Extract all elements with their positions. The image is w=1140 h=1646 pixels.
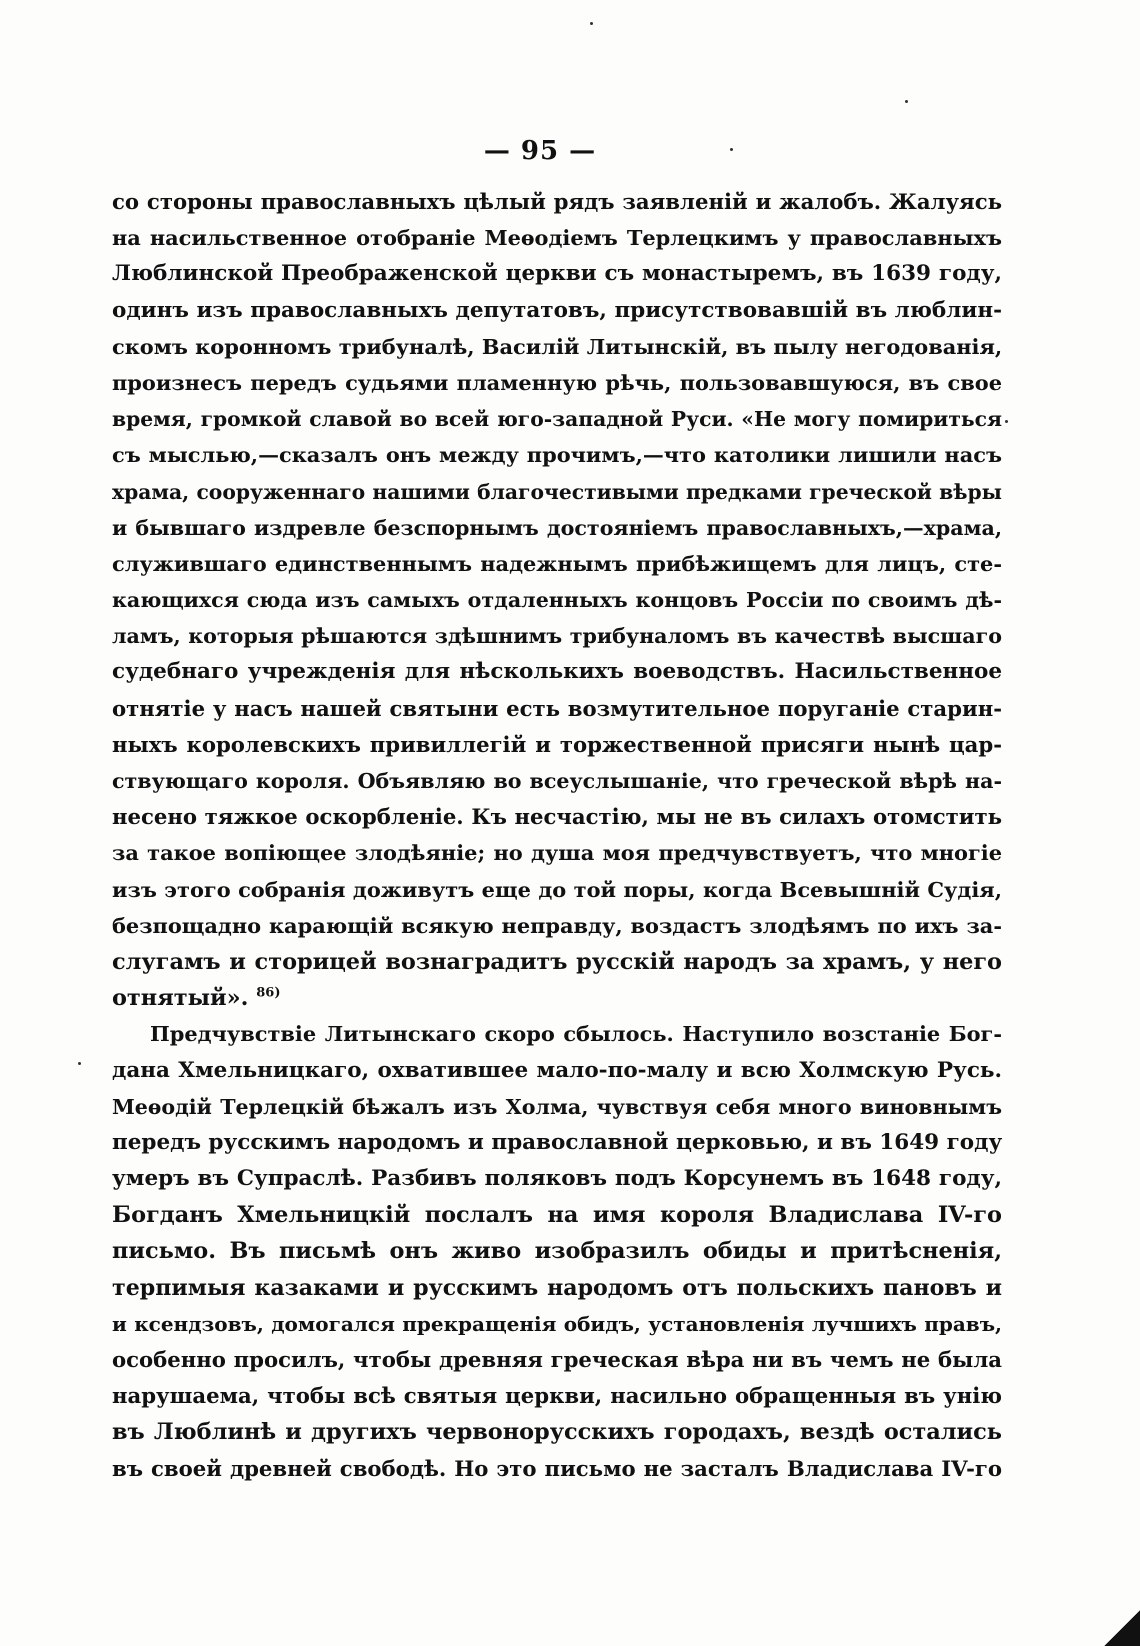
scan-speck bbox=[78, 1062, 81, 1065]
text-line: одинъ изъ православныхъ депутатовъ, присутствовавшій въ люблин- bbox=[112, 297, 1002, 323]
paragraph-1 bbox=[112, 184, 1002, 1016]
text-line: храма, сооруженнаго нашими благочестивыми предками греческой вѣры bbox=[112, 479, 1002, 504]
text-line: особенно просилъ, чтобы древняя греческая вѣра ни въ чемъ не была bbox=[112, 1347, 1002, 1372]
text-line: Меѳодій Терлецкій бѣжалъ изъ Холма, чувствуя себя много виновнымъ bbox=[112, 1094, 1002, 1119]
text-line: время, громкой славой во всей юго-западной Руси. «Не могу помириться bbox=[112, 407, 1002, 432]
closing-text: отнятый». bbox=[112, 985, 249, 1012]
scan-speck bbox=[905, 100, 908, 103]
text-line: судебнаго учрежденія для нѣсколькихъ воеводствъ. Насильственное bbox=[112, 659, 1002, 685]
text-line: Предчувствіе Литынскаго скоро сбылось. Наступило возстаніе Бог- bbox=[150, 1021, 1002, 1047]
text-line: и ксендзовъ, домогался прекращенія обидъ, установленія лучшихъ правъ, bbox=[112, 1311, 1002, 1336]
footnote-ref: 86) bbox=[256, 985, 281, 1001]
text-line: отнятіе у насъ нашей святыни есть возмутительное поруганіе старин- bbox=[112, 695, 1002, 721]
scan-speck bbox=[1005, 420, 1008, 423]
text-line: изъ этого собранія доживутъ еще до той поры, когда Всевышній Судія, bbox=[112, 876, 1002, 902]
text-line: передъ русскимъ народомъ и православной церковью, и въ 1649 году bbox=[112, 1129, 1003, 1155]
scan-corner-mark bbox=[1104, 1610, 1140, 1646]
text-line: несено тяжкое оскорбленіе. Къ несчастію, мы не въ силахъ отомстить bbox=[112, 804, 1002, 830]
text-line: служившаго единственнымъ надежнымъ прибѣжищемъ для лицъ, сте- bbox=[112, 550, 1002, 576]
body-text bbox=[112, 184, 1002, 1487]
text-line: произнесъ передъ судьями пламенную рѣчь, пользовавшуюся, въ свое bbox=[112, 369, 1002, 395]
text-line: за такое вопіющее злодѣяніе; но душа моя предчувствуетъ, что многіе bbox=[112, 840, 1002, 866]
text-line: со стороны православныхъ цѣлый рядъ заявленій и жалобъ. Жалуясь bbox=[112, 189, 1002, 214]
paragraph-2 bbox=[112, 1016, 1002, 1486]
scan-speck bbox=[730, 148, 733, 151]
scan-speck bbox=[590, 22, 593, 25]
page-number: — 95 — bbox=[483, 136, 597, 166]
text-line: съ мыслью,—сказалъ онъ между прочимъ,—что католики лишили насъ bbox=[112, 442, 1002, 468]
text-line: ламъ, которыя рѣшаются здѣшнимъ трибуналомъ въ качествѣ высшаго bbox=[112, 624, 1002, 649]
text-line: въ своей древней свободѣ. Но это письмо не засталъ Владислава IV-го bbox=[112, 1455, 1002, 1481]
text-line: на насильственное отобраніе Меѳодіемъ Терлецкимъ у православныхъ bbox=[112, 225, 1002, 251]
text-line: дана Хмельницкаго, охватившее мало-по-малу и всю Холмскую Русь. bbox=[112, 1057, 1002, 1083]
text-line: въ Люблинѣ и другихъ червонорусскихъ городахъ, вездѣ остались bbox=[112, 1419, 1002, 1446]
text-line: скомъ коронномъ трибуналѣ, Василій Литынскій, въ пылу негодованія, bbox=[112, 333, 1003, 359]
text-line: Люблинской Преображенской церкви съ монастыремъ, въ 1639 году, bbox=[112, 261, 1002, 287]
text-line: нарушаема, чтобы всѣ святыя церкви, насильно обращенныя въ унію bbox=[112, 1383, 1002, 1409]
text-line: и бывшаго издревле безспорнымъ достояніемъ православныхъ,—храма, bbox=[112, 515, 1002, 540]
text-line: ныхъ королевскихъ привиллегій и торжественной присяги нынѣ цар- bbox=[112, 731, 1002, 757]
text-line-last bbox=[112, 980, 1002, 1016]
text-line: кающихся сюда изъ самыхъ отдаленныхъ концовъ Россіи по своимъ дѣ- bbox=[112, 588, 1002, 613]
text-line: слугамъ и сторицей вознаградитъ русскій народъ за храмъ, у него bbox=[112, 948, 1002, 975]
text-line: терпимыя казаками и русскимъ народомъ отъ польскихъ пановъ и bbox=[112, 1274, 1002, 1301]
text-line: Богданъ Хмельницкій послалъ на имя короля Владислава IV-го bbox=[112, 1202, 1002, 1229]
text-line: умеръ въ Супраслѣ. Разбивъ поляковъ подъ Корсунемъ въ 1648 году, bbox=[112, 1166, 1002, 1192]
text-line: безпощадно карающій всякую неправду, воздастъ злодѣямъ по ихъ за- bbox=[112, 912, 1002, 938]
text-line: ствующаго короля. Объявляю во всеуслышаніе, что греческой вѣрѣ на- bbox=[112, 769, 1002, 793]
text-line: письмо. Въ письмѣ онъ живо изобразилъ обиды и притѣсненія, bbox=[112, 1238, 1002, 1265]
